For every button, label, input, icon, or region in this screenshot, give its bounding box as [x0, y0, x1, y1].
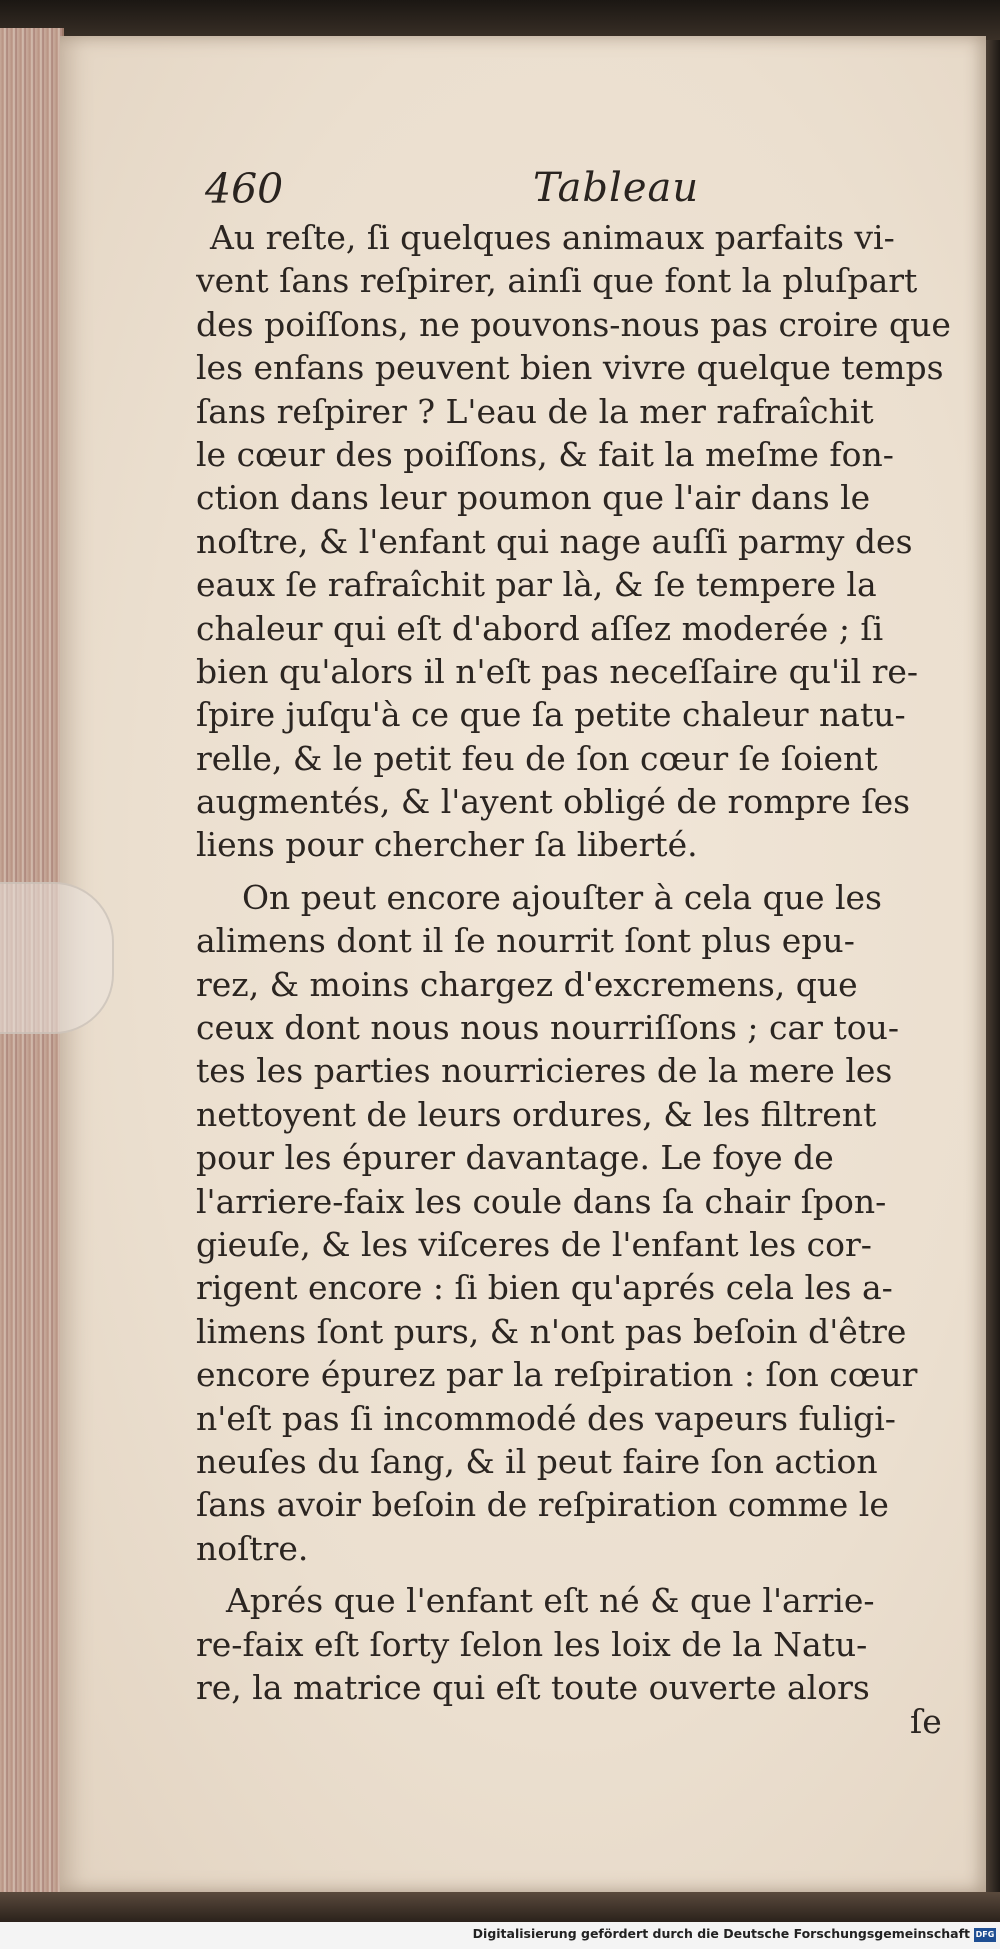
text-line: le cœur des poiſſons, & fait la meſme fon- [196, 434, 894, 474]
text-line: noſtre, & l'enfant qui nage auſſi parmy des [196, 521, 913, 561]
text-line: des poiſſons, ne pouvons-nous pas croire que [196, 304, 951, 344]
text-line: eaux ſe rafraîchit par là, & ſe tempere la [196, 565, 877, 605]
text-line: gieuſe, & les viſceres de l'enfant les cor- [196, 1224, 872, 1264]
page-clip [0, 882, 114, 1034]
text-line: n'eſt pas ſi incommodé des vapeurs fuligi- [196, 1398, 896, 1438]
text-line: pour les épurer davantage. Le foye de [196, 1138, 834, 1178]
scan-top-border [0, 0, 1000, 40]
running-head: Tableau [533, 165, 700, 211]
paragraph-3 [196, 1579, 956, 1709]
text-line: noſtre. [196, 1528, 309, 1568]
text-line: relle, & le petit feu de ſon cœur ſe ſoient [196, 738, 878, 778]
text-line: alimens dont il ſe nourrit ſont plus epu- [196, 921, 855, 961]
text-line: rez, & moins chargez d'excremens, que [196, 964, 858, 1004]
text-line: neuſes du ſang, & il peut faire ſon action [196, 1441, 878, 1481]
dfg-logo-icon: DFG [974, 1928, 996, 1942]
scan-bottom-border [0, 1892, 1000, 1922]
text-line: chaleur qui eſt d'abord aſſez moderée ; ſi [196, 608, 884, 648]
text-line: Aprés que l'enfant eſt né & que l'arrie- [226, 1581, 875, 1621]
text-line: encore épurez par la reſpiration : ſon cœur [196, 1355, 918, 1395]
page-header [205, 163, 705, 219]
text-line: re-faix eſt ſorty ſelon les loix de la Natu- [196, 1624, 868, 1664]
text-line: ſans avoir beſoin de reſpiration comme le [196, 1485, 889, 1525]
paragraph-1 [196, 216, 956, 867]
paragraph-2 [196, 876, 956, 1570]
text-line: ction dans leur poumon que l'air dans le [196, 478, 871, 518]
text-line: rigent encore : ſi bien qu'aprés cela les a- [196, 1268, 893, 1308]
text-line: les enfans peuvent bien vivre quelque temps [196, 348, 944, 388]
binding-edge [986, 40, 1000, 1900]
text-line: liens pour chercher ſa liberté. [196, 825, 698, 865]
text-line: On peut encore ajouſter à cela que les [242, 877, 882, 917]
text-line: augmentés, & l'ayent obligé de rompre ſes [196, 782, 911, 822]
digitization-footer [0, 1922, 1000, 1949]
text-line: bien qu'alors il n'eſt pas neceſſaire qu'il re- [196, 651, 919, 691]
text-line: ſpire juſqu'à ce que ſa petite chaleur natu- [196, 695, 906, 735]
page-number: 460 [205, 165, 284, 213]
text-line: ſans reſpirer ? L'eau de la mer rafraîchit [196, 391, 874, 431]
catchword: ſe [910, 1702, 942, 1741]
text-line: l'arriere-faix les coule dans ſa chair ſpon- [196, 1181, 887, 1221]
text-line: Au reſte, ſi quelques animaux parfaits vi- [210, 218, 895, 257]
body-text [196, 216, 956, 1709]
text-line: limens ſont purs, & n'ont pas beſoin d'être [196, 1311, 907, 1351]
footer-credit: Digitalisierung gefördert durch die Deutsche Forschungsgemeinschaft [472, 1926, 970, 1941]
text-line: re, la matrice qui eſt toute ouverte alors [196, 1667, 870, 1707]
text-line: vent ſans reſpirer, ainſi que font la pluſpart [196, 261, 918, 301]
text-line: nettoyent de leurs ordures, & les filtrent [196, 1094, 877, 1134]
text-line: tes les parties nourricieres de la mere les [196, 1051, 893, 1091]
text-line: ceux dont nous nous nourriſſons ; car tou- [196, 1008, 899, 1048]
